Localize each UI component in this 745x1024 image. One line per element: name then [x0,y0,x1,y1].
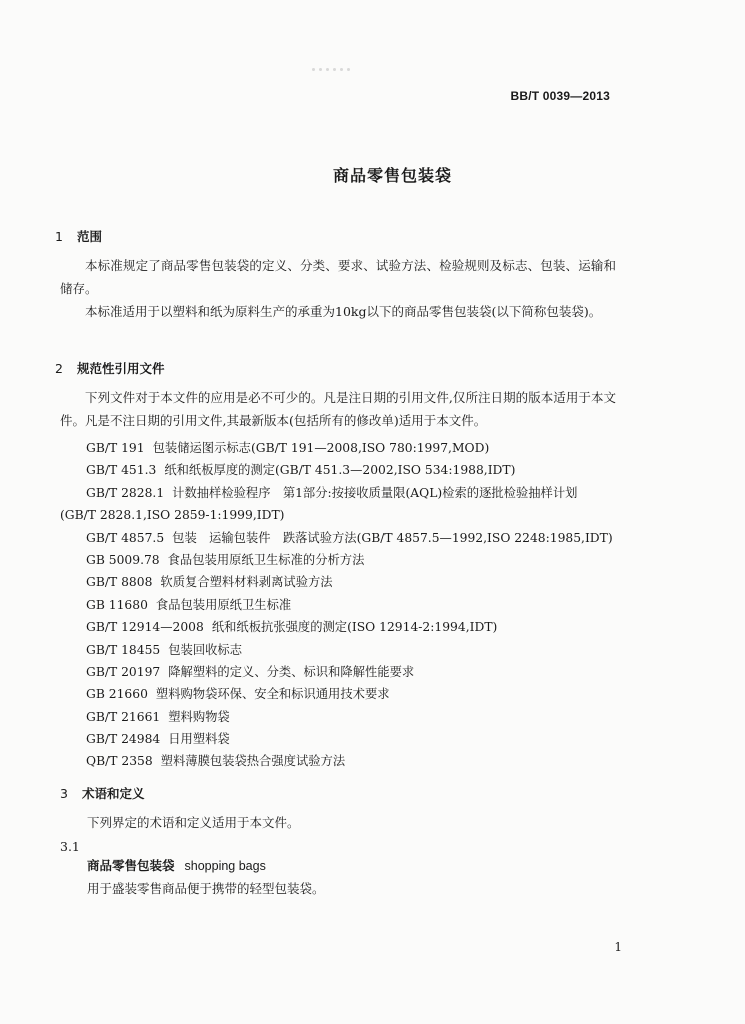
reference-code: GB 11680 [86,597,148,612]
reference-item [60,571,620,593]
reference-title: 塑料购物袋环保、安全和标识通用技术要求 [155,687,390,702]
reference-code: GB/T 24984 [86,732,161,747]
reference-code: GB/T 8808 [86,575,153,590]
reference-code: GB/T 451.3 [86,463,157,478]
reference-title: 塑料薄膜包装袋热合强度试验方法 [160,754,346,769]
reference-code: GB/T 12914—2008 [86,620,204,635]
section-3-paragraph-1: 下列界定的术语和定义适用于本文件。 [87,815,300,830]
section-1-paragraph-2: 本标准适用于以塑料和纸为原料生产的承重为10kg以下的商品零售包装袋(以下简称包装袋)。 [85,304,602,319]
definition-term-chinese: 商品零售包装袋 [87,858,175,873]
reference-item [60,527,620,549]
definition-text: 用于盛装零售商品便于携带的轻型包装袋。 [87,881,325,896]
definition-term-english: shopping bags [184,859,266,873]
reference-title: 包装 运输包装件 跌落试验方法(GB/T 4857.5—1992,ISO 2248:1985,IDT) [172,530,613,545]
reference-item [60,683,620,705]
reference-code: GB/T 4857.5 [86,530,165,545]
reference-code: QB/T 2358 [86,754,153,769]
document-title: 商品零售包装袋 [332,166,452,185]
reference-item [60,482,620,504]
reference-code: GB 5009.78 [86,552,160,567]
reference-item [60,549,620,571]
reference-item [60,594,620,616]
reference-code: GB/T 191 [86,441,145,455]
normative-references-list [60,437,620,773]
section-1-heading [55,227,102,245]
reference-code: GB/T 21661 [86,709,161,724]
reference-item [60,616,620,638]
reference-item [60,459,620,481]
scan-artifact [312,56,382,66]
reference-item [60,437,620,459]
reference-code: GB/T 18455 [86,642,161,657]
section-number: 1 [55,229,63,244]
reference-title: (GB/T 2828.1,ISO 2859-1:1999,IDT) [60,508,285,523]
reference-title: 食品包装用原纸卫生标准 [155,597,292,612]
standard-code: BB/T 0039—2013 [510,89,610,103]
section-title: 范围 [77,229,103,244]
reference-title: 包装回收标志 [168,642,243,657]
reference-title: 包装储运图示标志(GB/T 191—2008,ISO 780:1997,MOD) [152,441,490,455]
reference-title: 降解塑料的定义、分类、标识和降解性能要求 [168,664,415,679]
reference-item-continuation [60,504,620,526]
definition-number: 3.1 [60,839,80,854]
reference-title: 纸和纸板厚度的测定(GB/T 451.3—2002,ISO 534:1988,IDT) [164,463,516,478]
reference-item [60,661,620,683]
reference-title: 计数抽样检验程序 第1部分:按接收质量限(AQL)检索的逐批检验抽样计划 [172,485,578,500]
page-number: 1 [614,940,622,954]
section-title: 规范性引用文件 [77,361,165,376]
section-2-heading [55,359,165,377]
reference-item [60,728,620,750]
reference-title: 塑料购物袋 [168,709,230,724]
reference-code: GB/T 2828.1 [86,485,165,500]
reference-title: 纸和纸板抗张强度的测定(ISO 12914-2:1994,IDT) [211,620,498,635]
section-title: 术语和定义 [82,786,145,801]
reference-item [60,706,620,728]
section-1-paragraph-1: 本标准规定了商品零售包装袋的定义、分类、要求、试验方法、检验规则及标志、包装、运输和储存。 [60,258,616,296]
definition-term [87,856,266,874]
reference-title: 食品包装用原纸卫生标准的分析方法 [167,552,365,567]
reference-code: GB 21660 [86,687,148,702]
section-3-heading [60,784,145,802]
reference-code: GB/T 20197 [86,664,161,679]
reference-title: 软质复合塑料材料剥离试验方法 [160,575,333,590]
section-number: 2 [55,361,63,376]
section-number: 3 [60,786,68,801]
reference-item [60,639,620,661]
section-2-paragraph-1: 下列文件对于本文件的应用是必不可少的。凡是注日期的引用文件,仅所注日期的版本适用于本文件。凡是不注日期的引用文件,其最新版本(包括所有的修改单)适用于本文件。 [60,390,616,428]
reference-title: 日用塑料袋 [168,732,230,747]
reference-item [60,750,620,772]
